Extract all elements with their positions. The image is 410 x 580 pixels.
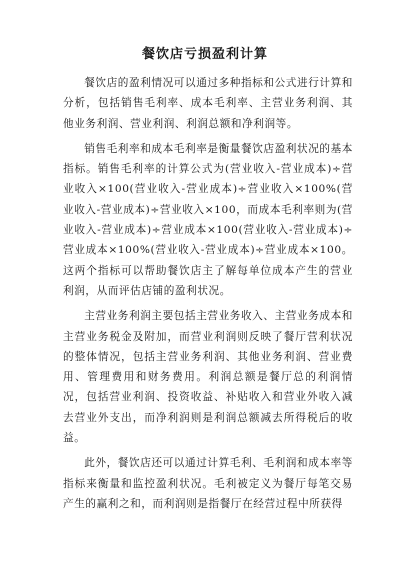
- paragraph: 销售毛利率和成本毛利率是衡量餐饮店盈利状况的基本指标。销售毛利率的计算公式为(营业收入-营业成本)÷营业收入×100(营业收入-营业成本)÷营业收入×100%(营业收入-营业成本)÷营业收入×100，而成本毛利率则为(营业收入-营业成本)÷营业成本×100(营业收入-营业成本)÷营业成本×100%(营业收入-营业成本)÷营业成本×100。这两个指标可以帮助餐饮店主了解每单位成本产生的营业利润，从而评估店铺的盈利状况。: [63, 142, 353, 297]
- paragraph: 主营业务利润主要包括主营业务收入、主营业务成本和主营业务税金及附加，而营业利润则反映了餐厅营利状况的整体情况，包括主营业务利润、其他业务利润、营业费用、管理费用和财务费用。利润总额是餐厅总的利润情况，包括营业利润、投资收益、补贴收入和营业外收入减去营业外支出，而净利润则是利润总额减去所得税后的收益。: [63, 310, 353, 445]
- document-body: [63, 73, 353, 519]
- document-title: 餐饮店亏损盈利计算: [141, 47, 268, 62]
- paragraph: 餐饮店的盈利情况可以通过多种指标和公式进行计算和分析，包括销售毛利率、成本毛利率、主营业务利润、其他业务利润、营业利润、利润总额和净利润等。: [63, 77, 353, 130]
- paragraph: 此外，餐饮店还可以通过计算毛利、毛利润和成本率等指标来衡量和监控盈利状况。毛利被定义为餐厅每笔交易产生的赢利之和，而利润则是指餐厅在经营过程中所获得: [63, 457, 353, 510]
